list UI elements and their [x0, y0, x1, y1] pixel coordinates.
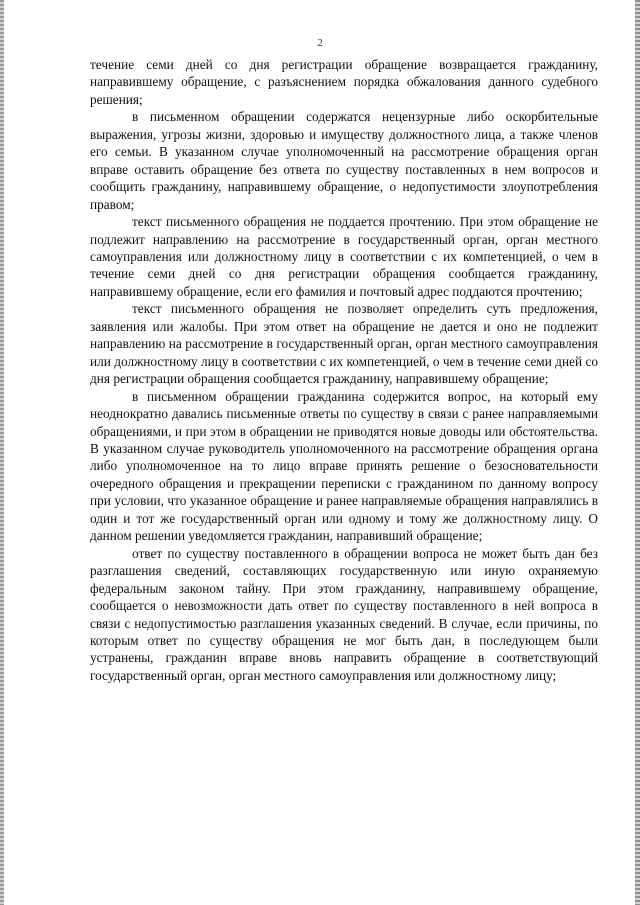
paragraph-5: в письменном обращении гражданина содержится вопрос, на который ему неоднократно давались письменные ответы по существу в связи с ранее направляемыми обращениями, и при этом в обращении не приводятся новые доводы или обстоятельства. В указанном случае руководитель уполномоченного на рассмотрение обращения органа либо уполномоченное на то лицо вправе принять решение о безосновательности очередного обращения и прекращении переписки с гражданином по данному вопросу при условии, что указанное обращение и ранее направляемые обращения направлялись в один и тот же государственный орган или одному и тому же должностному лицу. О данном решении уведомляется гражданин, направивший обращение;: [90, 388, 598, 544]
paragraph-1: течение семи дней со дня регистрации обращение возвращается гражданину, направившему обращение, с разъяснением порядка обжалования данного судебного решения;: [90, 57, 598, 107]
document-body: [90, 56, 598, 684]
paragraph-4: текст письменного обращения не позволяет определить суть предложения, заявления или жалобы. При этом ответ на обращение не дается и оно не подлежит направлению на рассмотрение в государственный орган, орган местного самоуправления или должностному лицу в соответствии с их компетенцией, о чем в течение семи дней со дня регистрации обращения сообщается гражданину, направившему обращение;: [90, 301, 598, 387]
paragraph-6: ответ по существу поставленного в обращении вопроса не может быть дан без разглашения сведений, составляющих государственную или иную охраняемую федеральным законом тайну. При этом гражданину, направившему обращение, сообщается о невозможности дать ответ по существу поставленного в ней вопроса в связи с недопустимостью разглашения указанных сведений. В случае, если причины, по которым ответ по существу обращения не мог быть дан, в последующем были устранены, гражданин вправе вновь направить обращение в соответствующий государственный орган, орган местного самоуправления или должностному лицу;: [90, 545, 598, 683]
scan-edge-right: [635, 0, 640, 905]
page-number: 2: [317, 37, 323, 49]
paragraph-3: текст письменного обращения не поддается прочтению. При этом обращение не подлежит направлению на рассмотрение в государственный орган, орган местного самоуправления или должностному лицу в соответствии с их компетенцией, о чем в течение семи дней со дня регистрации обращения сообщается гражданину, направившему обращение, если его фамилия и почтовый адрес поддаются прочтению;: [90, 214, 598, 299]
paragraph-2: в письменном обращении содержатся нецензурные либо оскорбительные выражения, угрозы жизни, здоровью и имуществу должностного лица, а также членов его семьи. В указанном случае уполномоченный на рассмотрение обращения орган вправе оставить обращение без ответа по существу поставленных в нем вопросов и сообщить гражданину, направившему обращение, о недопустимости злоупотребления правом;: [90, 109, 598, 212]
scan-edge-left: [0, 0, 4, 905]
